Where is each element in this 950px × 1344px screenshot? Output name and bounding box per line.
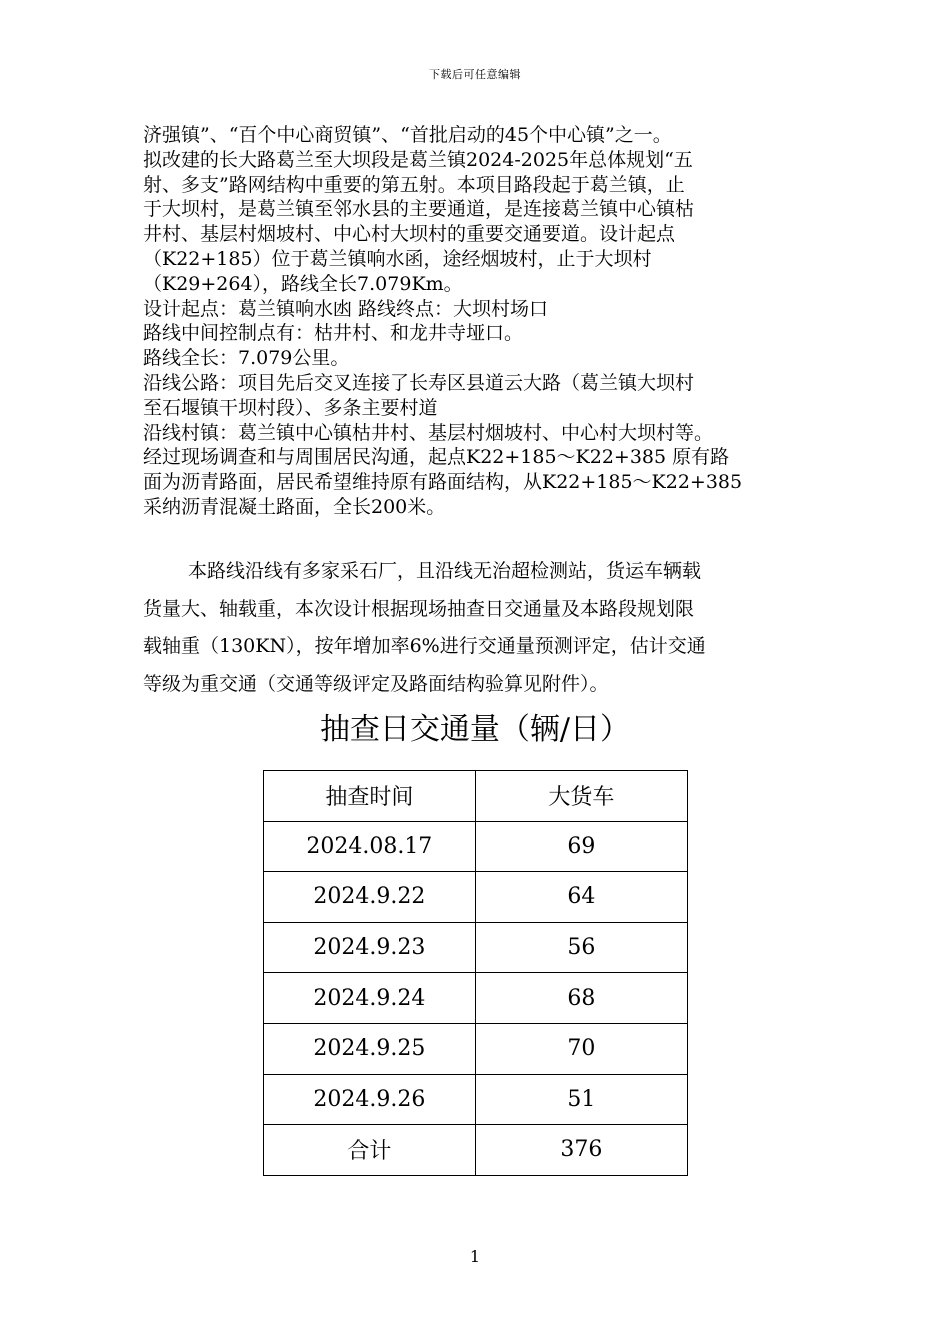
table-title: 抽查日交通量（辆/日） — [319, 712, 631, 747]
intro-line: 设计起点：葛兰镇响水凼 路线终点：大坝村场口 — [143, 297, 549, 320]
table-total-row — [264, 1125, 688, 1176]
traffic-paragraph — [143, 553, 823, 703]
table-row — [264, 821, 688, 872]
table-row — [264, 973, 688, 1024]
intro-line: 面为沥青路面，居民希望维持原有路面结构，从K22+185～K22+385 — [143, 471, 743, 494]
table-row — [264, 922, 688, 973]
intro-line: 沿线村镇：葛兰镇中心镇枯井村、基层村烟坡村、中心村大坝村等。 — [143, 421, 714, 444]
intro-line: 射、多支”路网结构中重要的第五射。本项目路段起于葛兰镇，止 — [143, 173, 685, 196]
page-number: 1 — [469, 1247, 481, 1266]
table-row — [264, 1023, 688, 1074]
truck-count-cell: 51 — [475, 1074, 687, 1125]
intro-line: 井村、基层村烟坡村、中心村大坝村的重要交通要道。设计起点 — [143, 223, 676, 246]
paragraph-line: 本路线沿线有多家采石厂，且沿线无治超检测站，货运车辆载 — [188, 560, 702, 582]
intro-line: 至石堰镇干坝村段）、多条主要村道 — [143, 396, 438, 419]
truck-count-cell: 68 — [475, 973, 687, 1024]
paragraph-line: 等级为重交通（交通等级评定及路面结构验算见附件）。 — [143, 672, 609, 695]
date-cell: 2024.9.23 — [264, 922, 476, 973]
date-cell: 2024.9.26 — [264, 1074, 476, 1125]
intro-line: 路线全长：7.079公里。 — [143, 347, 350, 370]
intro-line: （K22+185）位于葛兰镇响水函，途经烟坡村，止于大坝村 — [143, 247, 652, 270]
traffic-table — [263, 770, 688, 1176]
intro-line: 沿线公路：项目先后交叉连接了长寿区县道云大路（葛兰镇大坝村 — [143, 371, 695, 394]
total-label-cell: 合计 — [264, 1125, 476, 1176]
intro-line: 采纳沥青混凝土路面，全长200米。 — [143, 495, 446, 518]
truck-count-cell: 64 — [475, 872, 687, 923]
table-row — [264, 1074, 688, 1125]
paragraph-line: 载轴重（130KN），按年增加率6%进行交通量预测评定，估计交通 — [143, 635, 706, 657]
date-cell: 2024.9.24 — [264, 973, 476, 1024]
truck-count-cell: 69 — [475, 821, 687, 872]
page-header: 下载后可任意编辑 — [429, 68, 521, 81]
intro-line: （K29+264），路线全长7.079Km。 — [143, 272, 463, 295]
intro-line: 经过现场调查和与周围居民沟通，起点K22+185～K22+385 原有路 — [143, 446, 730, 469]
table-row — [264, 872, 688, 923]
truck-count-cell: 56 — [475, 922, 687, 973]
intro-text — [143, 123, 823, 520]
column-header-trucks: 大货车 — [475, 771, 687, 822]
intro-line: 路线中间控制点有：枯井村、和龙井寺垭口。 — [143, 322, 524, 345]
intro-line: 济强镇”、“百个中心商贸镇”、“首批启动的45个中心镇”之一。 — [143, 124, 672, 146]
total-value-cell: 376 — [475, 1125, 687, 1176]
column-header-date: 抽查时间 — [264, 771, 476, 822]
table-header-row — [264, 771, 688, 822]
date-cell: 2024.9.25 — [264, 1023, 476, 1074]
date-cell: 2024.9.22 — [264, 872, 476, 923]
intro-line: 于大坝村，是葛兰镇至邻水县的主要通道，是连接葛兰镇中心镇枯 — [143, 198, 695, 221]
intro-line: 拟改建的长大路葛兰至大坝段是葛兰镇2024-2025年总体规划“五 — [143, 148, 693, 171]
truck-count-cell: 70 — [475, 1023, 687, 1074]
date-cell: 2024.08.17 — [264, 821, 476, 872]
paragraph-line: 货量大、轴载重，本次设计根据现场抽查日交通量及本路段规划限 — [143, 597, 695, 620]
